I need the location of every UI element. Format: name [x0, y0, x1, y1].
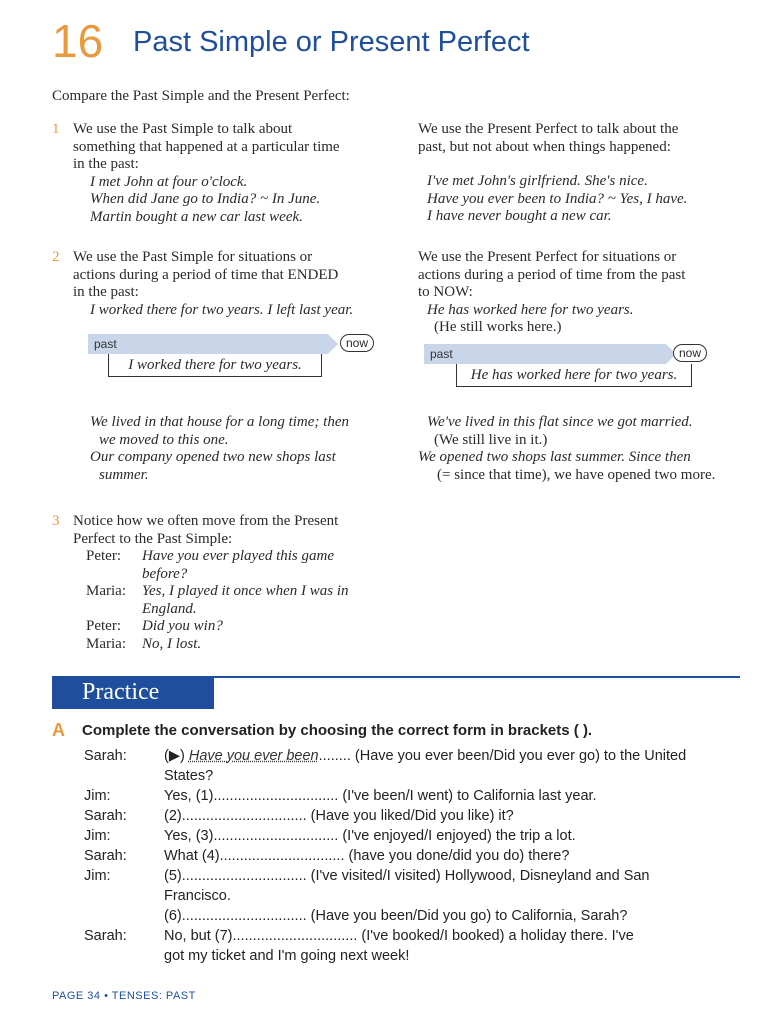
example: He has worked here for two years. [427, 301, 634, 318]
conversation-row [84, 866, 754, 886]
dialog-line [86, 583, 406, 618]
options: (I've visited/I visited) Hollywood, Disneyland and San [306, 868, 650, 884]
section-3-dialog [86, 548, 406, 653]
text-line: We use the Present Perfect to talk about the [418, 121, 679, 137]
speaker: Jim: [84, 828, 111, 844]
text-line: something that happened at a particular time [73, 138, 340, 155]
timeline-bar-left [88, 334, 338, 354]
example: we moved to this one. [99, 431, 229, 448]
speaker [84, 886, 164, 906]
conversation-row [84, 846, 754, 866]
section-2-number: 2 [52, 249, 60, 265]
timeline-past-label: past [430, 347, 453, 361]
speaker: Sarah: [84, 848, 127, 864]
dialog-line [86, 636, 406, 654]
conversation-row [84, 786, 754, 806]
row-text: Yes, (3) [164, 828, 214, 844]
conversation-row [84, 746, 754, 766]
dialog-line [86, 548, 406, 583]
speaker [84, 906, 164, 926]
dialog-text: Have you ever played this game [142, 548, 335, 564]
unit-title: Past Simple or Present Perfect [133, 26, 530, 58]
row-text: What (4) [164, 848, 220, 864]
example: I worked there for two years. I left last year. [90, 301, 354, 318]
conversation-row [84, 826, 754, 846]
row-text: (6) [164, 908, 182, 924]
speaker: Sarah: [84, 808, 127, 824]
example-note: (We still live in it.) [434, 431, 548, 448]
conversation-row [84, 886, 754, 906]
answer-blank[interactable]: ............................... [181, 908, 307, 924]
speaker: Peter: [86, 618, 121, 634]
example-note: (He still works here.) [434, 319, 562, 335]
example: We lived in that house for a long time; then [90, 414, 349, 430]
text-line: Perfect to the Past Simple: [73, 530, 233, 547]
speaker: Sarah: [84, 748, 127, 764]
conversation-row [84, 766, 754, 786]
practice-banner: Practice [52, 676, 214, 709]
speaker: Sarah: [84, 928, 127, 944]
answer-blank[interactable]: ........ [318, 748, 351, 764]
example: We opened two shops last summer. Since then [418, 449, 691, 465]
answer-blank[interactable]: ............................... [213, 788, 339, 804]
options: (have you done/did you do) there? [344, 848, 570, 864]
section-1-number: 1 [52, 121, 60, 137]
text-line: to NOW: [418, 284, 473, 300]
options: (Have you been/Did you go) to California, Sarah? [306, 908, 628, 924]
speaker [84, 946, 164, 966]
example: summer. [99, 466, 149, 483]
dialog-text: No, I lost. [142, 635, 202, 652]
timeline-box-right: He has worked here for two years. [456, 364, 692, 387]
section-2-right-examples [418, 414, 753, 484]
speaker: Jim: [84, 868, 111, 884]
speaker: Peter: [86, 548, 121, 564]
exercise-letter: A [52, 720, 65, 740]
row-text: got my ticket and I'm going next week! [164, 948, 410, 964]
example: Our company opened two new shops last [90, 449, 336, 465]
text-line: We use the Past Simple for situations or [73, 249, 313, 265]
section-1-left [73, 121, 403, 226]
options: (Have you liked/Did you like) it? [306, 808, 514, 824]
options: (I've enjoyed/I enjoyed) the trip a lot. [338, 828, 576, 844]
text-line: actions during a period of time that ENDED [73, 266, 339, 283]
conversation-row [84, 906, 754, 926]
section-3 [73, 513, 403, 548]
exercise-a-conversation [84, 746, 754, 966]
timeline-now-label: now [673, 344, 707, 362]
example-answer: Have you ever been [188, 748, 319, 764]
text-line: We use the Past Simple to talk about [73, 121, 293, 137]
speaker [84, 766, 164, 786]
example: I've met John's girlfriend. She's nice. [427, 173, 648, 189]
section-2-left-examples [90, 414, 400, 484]
timeline-past-label: past [94, 337, 117, 351]
example: Have you ever been to India? ~ Yes, I have. [427, 190, 688, 207]
speaker: Jim: [84, 788, 111, 804]
row-text: (5) [164, 868, 182, 884]
row-text: States? [164, 768, 214, 784]
exercise-a-instruction: Complete the conversation by choosing the correct form in brackets ( ). [82, 722, 593, 739]
example: (= since that time), we have opened two more. [437, 466, 716, 483]
speaker: Maria: [86, 635, 126, 652]
text-line: in the past: [73, 284, 139, 300]
section-3-number: 3 [52, 513, 60, 529]
answer-blank[interactable]: ............................... [213, 828, 339, 844]
dialog-line [86, 618, 406, 636]
row-text: (▶) [164, 748, 189, 764]
speaker: Maria: [86, 583, 126, 599]
options: (I've been/I went) to California last year. [338, 788, 597, 804]
unit-number: 16 [52, 15, 104, 67]
answer-blank[interactable]: ............................... [181, 868, 307, 884]
example: We've lived in this flat since we got married. [427, 414, 693, 430]
example: I met John at four o'clock. [90, 173, 248, 190]
conversation-row [84, 926, 754, 946]
answer-blank[interactable]: ............................... [181, 808, 307, 824]
example: Martin bought a new car last week. [90, 208, 303, 225]
options: (Have you ever been/Did you ever go) to the United [350, 748, 687, 764]
options: (I've booked/I booked) a holiday there. I've [357, 928, 634, 944]
row-text: Francisco. [164, 888, 231, 904]
section-1-right [418, 121, 748, 226]
dialog-text: Yes, I played it once when I was in [142, 583, 349, 599]
row-text: (2) [164, 808, 182, 824]
exercise-a-letter [52, 720, 65, 742]
example: I have never bought a new car. [427, 208, 612, 224]
timeline-bar-right [424, 344, 676, 364]
section-2-left [73, 249, 403, 319]
text-line: in the past: [73, 156, 139, 172]
section-2-right [418, 249, 748, 337]
dialog-text: England. [142, 600, 197, 617]
answer-blank[interactable]: ............................... [232, 928, 358, 944]
dialog-text: Did you win? [142, 618, 223, 634]
row-text: Yes, (1) [164, 788, 214, 804]
timeline-box-left: I worked there for two years. [108, 354, 322, 377]
example: When did Jane go to India? ~ In June. [90, 191, 321, 207]
text-line: past, but not about when things happened: [418, 138, 671, 155]
text-line: We use the Present Perfect for situations or [418, 249, 677, 265]
conversation-row [84, 946, 754, 966]
conversation-row [84, 806, 754, 826]
text-line: Notice how we often move from the Present [73, 513, 339, 529]
row-text: No, but (7) [164, 928, 233, 944]
timeline-now-label: now [340, 334, 374, 352]
dialog-text: before? [142, 565, 188, 582]
page-footer: PAGE 34 • TENSES: PAST [52, 990, 196, 1002]
text-line: actions during a period of time from the past [418, 266, 686, 283]
answer-blank[interactable]: ............................... [219, 848, 345, 864]
intro-text: Compare the Past Simple and the Present Perfect: [52, 88, 350, 104]
